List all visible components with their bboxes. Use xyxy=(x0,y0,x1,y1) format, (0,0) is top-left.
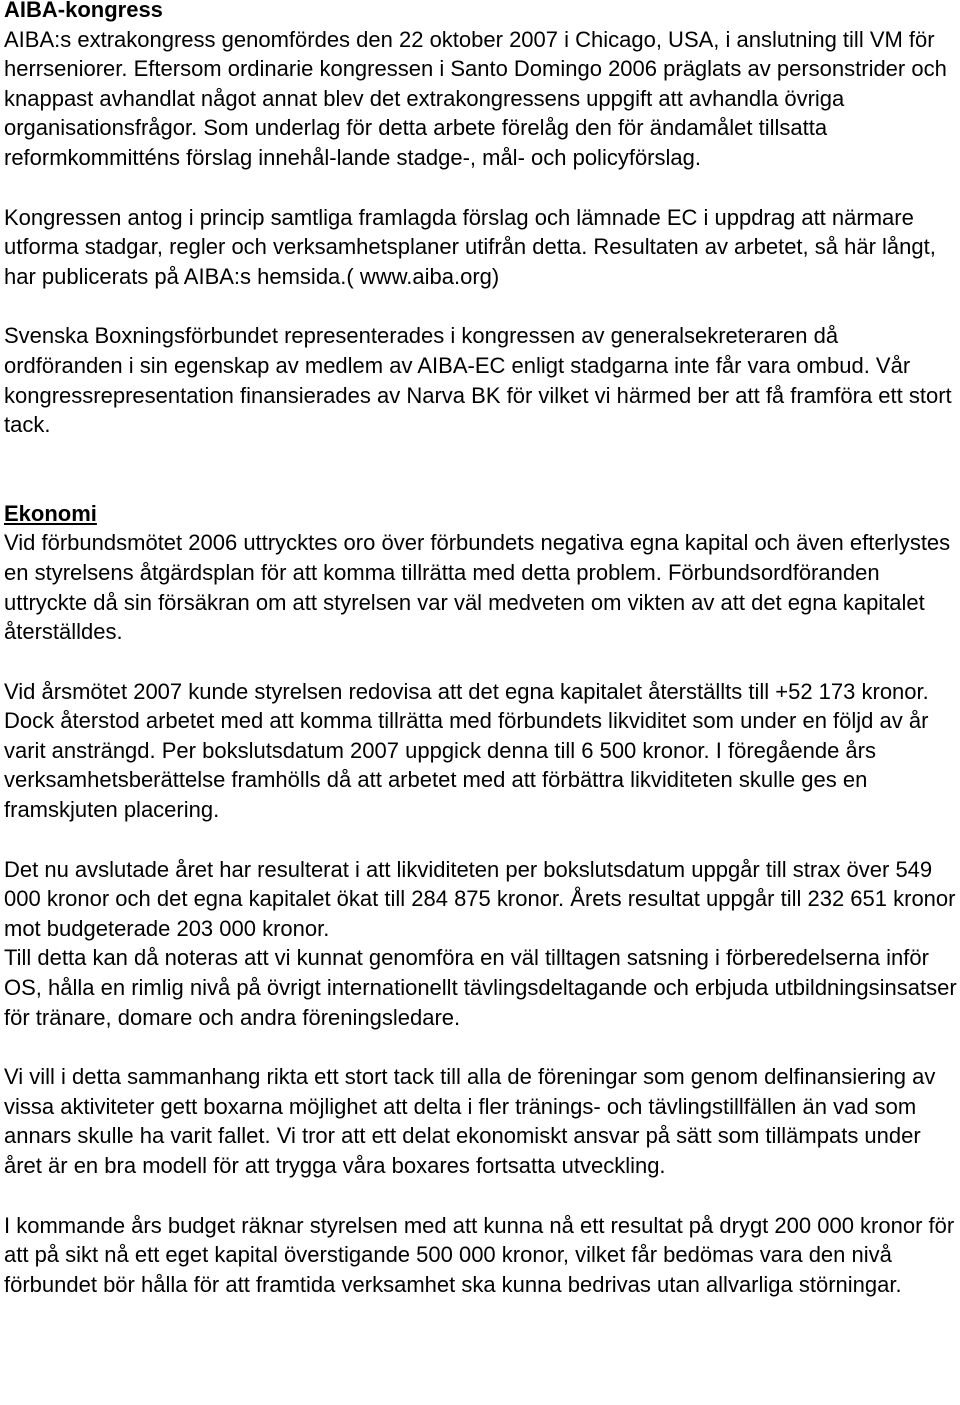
paragraph: Till detta kan då noteras att vi kunnat genomföra en väl tilltagen satsning i förberedelserna inför OS, hålla en rimlig nivå på övrigt internationellt tävlingsdeltagande och erbjuda utbildningsinsatser för tränare, domare och andra föreningsledare. xyxy=(4,945,957,1030)
section-heading: AIBA-kongress xyxy=(4,0,163,22)
paragraph: Det nu avslutade året har resulterat i att likviditeten per bokslutsdatum uppgår till strax över 549 000 kronor och det egna kapitalet ökat till 284 875 kronor. Årets resultat uppgår till 232 651 kronor mot budgeterade 203 000 kronor. xyxy=(4,856,956,941)
paragraph-gap xyxy=(4,647,960,677)
paragraph: I kommande års budget räknar styrelsen med att kunna nå ett resultat på drygt 200 000 kronor för att på sikt nå ett eget kapital överstigande 500 000 kronor, vilket får bedömas vara den nivå förbundet bör hålla för att framtida verksamhet ska kunna bedrivas utan allvarliga störningar. xyxy=(4,1212,955,1297)
paragraph: Vi vill i detta sammanhang rikta ett stort tack till alla de föreningar som genom delfinansiering av vissa aktiviteter gett boxarna möjlighet att delta i fler tränings- och tävlingstillfällen än vad som annars skulle ha varit fallet. Vi tror att ett delat ekonomiskt ansvar på sätt som tillämpats under året är en bra modell för att trygga våra boxares fortsatta utveckling. xyxy=(4,1064,936,1178)
paragraph-gap xyxy=(4,1181,960,1211)
paragraph-gap xyxy=(4,825,960,855)
section-aiba-kongress xyxy=(4,0,960,440)
paragraph: AIBA:s extrakongress genomfördes den 22 oktober 2007 i Chicago, USA, i anslutning till VM för herrseniorer. Eftersom ordinarie kongressen i Santo Domingo 2006 präglats av personstrider och knappast avhandlat något annat blev det extrakongressens uppgift att avhandla övriga organisationsfrågor. Som underlag för detta arbete förelåg den för ändamålet tillsatta reformkommitténs förslag innehål-lande stadge-, mål- och policyförslag. xyxy=(4,26,947,170)
document-page xyxy=(4,0,960,1299)
section-gap xyxy=(4,440,960,499)
paragraph: Vid årsmötet 2007 kunde styrelsen redovisa att det egna kapitalet återställts till +52 173 kronor. Dock återstod arbetet med att komma tillrätta med förbundets likviditet som under en följd av år varit ansträngd. Per bokslutsdatum 2007 uppgick denna till 6 500 kronor. I föregående års verksamhetsberättelse framhölls då att arbetet med att förbättra likviditeten skulle ges en framskjuten placering. xyxy=(4,678,929,823)
paragraph: Vid förbundsmötet 2006 uttrycktes oro över förbundets negativa egna kapital och även efterlystes en styrelsens åtgärdsplan för att komma tillrätta med detta problem. Förbundsordföranden uttryckte då sin försäkran om att styrelsen var väl medveten om vikten av att det egna kapitalet återställdes. xyxy=(4,530,951,645)
paragraph: Svenska Boxningsförbundet representerades i kongressen av generalsekreteraren då ordföranden i sin egenskap av medlem av AIBA-EC enligt stadgarna inte får vara ombud. Vår kongressrepresentation finansierades av Narva BK för vilket vi härmed ber att få framföra ett stort tack. xyxy=(4,323,952,438)
paragraph-gap xyxy=(4,173,960,203)
paragraph-gap xyxy=(4,1032,960,1062)
paragraph-gap xyxy=(4,291,960,321)
section-ekonomi xyxy=(4,499,960,1300)
paragraph: Kongressen antog i princip samtliga framlagda förslag och lämnade EC i uppdrag att närmare utforma stadgar, regler och verksamhetsplaner utifrån detta. Resultaten av arbetet, så här långt, har publicerats på AIBA:s hemsida.( www.aiba.org) xyxy=(4,204,936,289)
section-heading: Ekonomi xyxy=(4,500,97,526)
